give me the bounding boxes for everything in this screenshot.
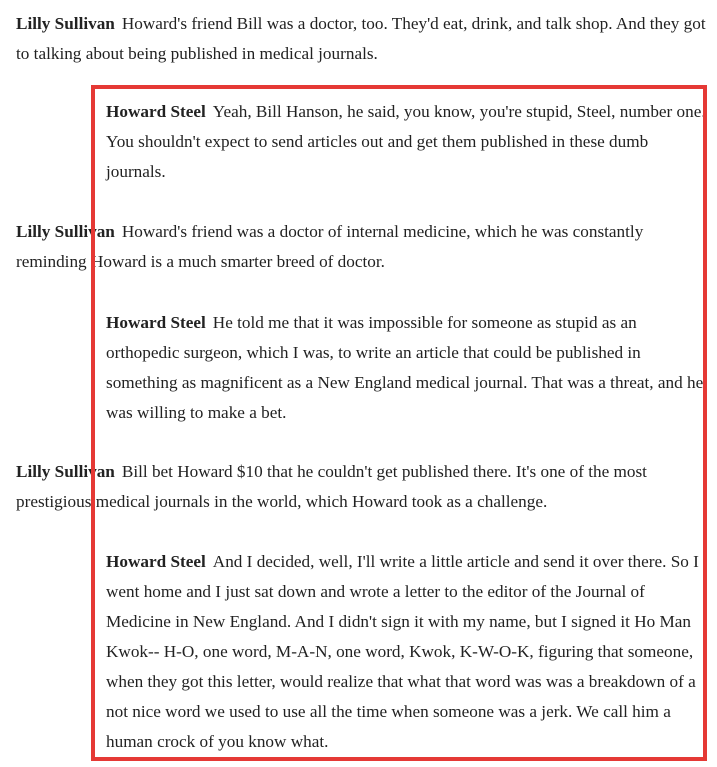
transcript-turn [106, 308, 706, 428]
transcript-turn [16, 457, 716, 517]
turn-text: Howard's friend was a doctor of internal medicine, which he was constantly reminding Howard is a much smarter breed of doctor. [16, 222, 644, 271]
transcript-turn [16, 9, 716, 69]
speaker-name: Howard Steel [106, 102, 206, 121]
speaker-name: Howard Steel [106, 313, 206, 332]
turn-text: Howard's friend Bill was a doctor, too. They'd eat, drink, and talk shop. And they got to talking about being published in medical journals. [16, 14, 706, 63]
transcript-turn [106, 97, 706, 187]
turn-text: He told me that it was impossible for someone as stupid as an orthopedic surgeon, which I was, to write an article that could be published in something as magnificent as a New England medical journal. That was a threat, and he was willing to make a bet. [106, 313, 704, 422]
transcript-turn [16, 217, 716, 277]
turn-text: And I decided, well, I'll write a little article and send it over there. So I went home and I just sat down and wrote a letter to the editor of the Journal of Medicine in New England. And I didn't sign it with my name, but I signed it Ho Man Kwok-- H-O, one word, M-A-N, one word, Kwok, K-W-O-K, figuring that someone, when they got this letter, would realize that what that word was was a breakdown of a not nice word we used to use all the time when someone was a jerk. We call him a human crock of you know what. [106, 552, 699, 751]
turn-text: Yeah, Bill Hanson, he said, you know, you're stupid, Steel, number one. You shouldn't expect to send articles out and get them published in these dumb journals. [106, 102, 706, 181]
speaker-name: Lilly Sullivan [16, 14, 115, 33]
speaker-name: Lilly Sullivan [16, 462, 115, 481]
speaker-name: Lilly Sullivan [16, 222, 115, 241]
transcript-turn [106, 547, 706, 757]
turn-text: Bill bet Howard $10 that he couldn't get published there. It's one of the most prestigious medical journals in the world, which Howard took as a challenge. [16, 462, 647, 511]
speaker-name: Howard Steel [106, 552, 206, 571]
